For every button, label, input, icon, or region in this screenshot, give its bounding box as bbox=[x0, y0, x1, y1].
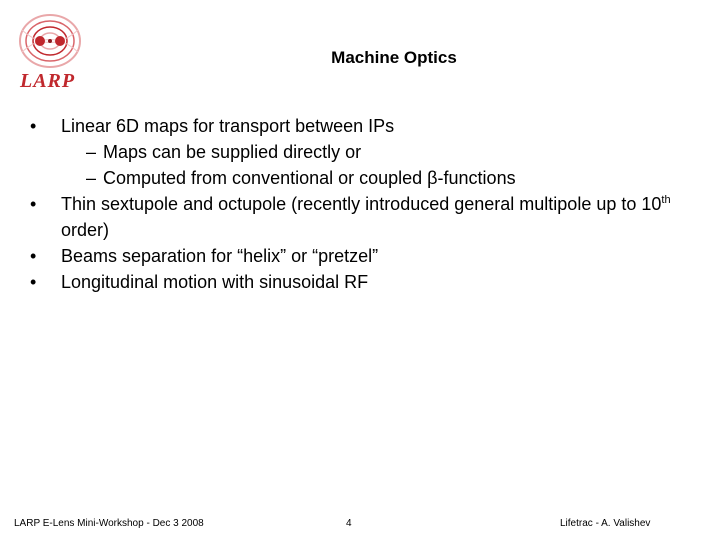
superscript: th bbox=[661, 194, 671, 206]
sub-bullet-marker: – bbox=[86, 142, 97, 162]
bullet-text: Linear 6D maps for transport between IPs bbox=[61, 116, 395, 136]
bullet-item bbox=[30, 113, 690, 139]
bullet-marker: • bbox=[30, 116, 37, 136]
bullet-text: Beams separation for “helix” or “pretzel” bbox=[61, 246, 379, 266]
slide-body bbox=[30, 113, 690, 295]
bullet-marker: • bbox=[30, 194, 37, 214]
bullet-text-part: order) bbox=[61, 220, 110, 240]
sub-bullet-text: Computed from conventional or coupled β-functions bbox=[103, 168, 516, 188]
bullet-item bbox=[30, 269, 690, 295]
bullet-marker: • bbox=[30, 246, 37, 266]
page-number: 4 bbox=[346, 518, 352, 529]
sub-bullet-item bbox=[30, 165, 690, 191]
bullet-item bbox=[30, 191, 690, 243]
bullet-text-part: Thin sextupole and octupole (recently introduced general multipole up to 10 bbox=[61, 194, 662, 214]
bullet-text bbox=[61, 191, 690, 243]
sub-bullet-item bbox=[30, 139, 690, 165]
sub-bullet-text: Maps can be supplied directly or bbox=[103, 142, 362, 162]
sub-bullet-marker: – bbox=[86, 168, 97, 188]
bullet-text: Longitudinal motion with sinusoidal RF bbox=[61, 272, 369, 292]
bullet-marker: • bbox=[30, 272, 37, 292]
footer-event: LARP E-Lens Mini-Workshop - Dec 3 2008 bbox=[14, 518, 204, 529]
bullet-item bbox=[30, 243, 690, 269]
slide-title: Machine Optics bbox=[331, 48, 457, 67]
logo-text: LARP bbox=[20, 70, 76, 92]
footer-author: Lifetrac - A. Valishev bbox=[560, 518, 651, 529]
